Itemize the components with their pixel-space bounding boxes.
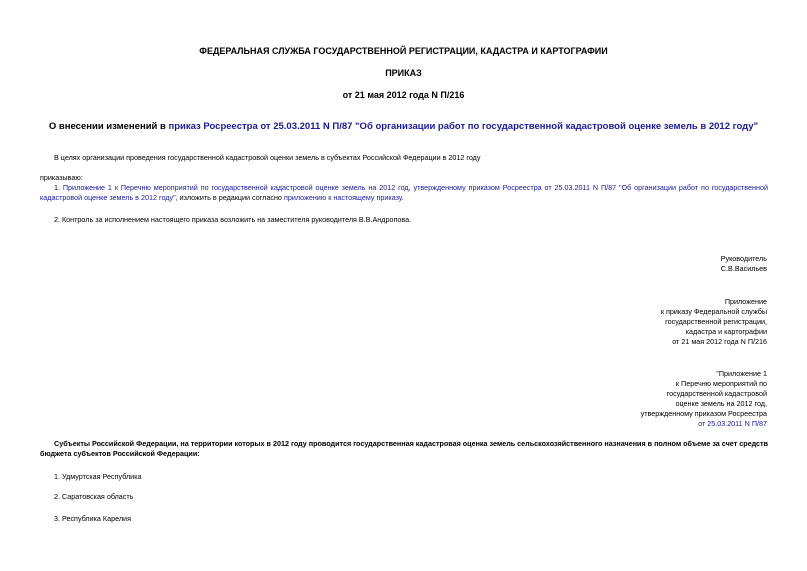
order-item-1 (40, 183, 768, 203)
appendix-line: к приказу Федеральной службы (660, 307, 767, 316)
annex-line: оценке земель на 2012 год, (675, 399, 767, 408)
subject-item: 1. Удмуртская Республика (54, 472, 142, 481)
order-appendix-link[interactable]: приложению к настоящему приказу (283, 193, 402, 202)
order-item-1-middle: , изложить в редакции согласно (175, 193, 284, 202)
doc-type-heading: ПРИКАЗ (385, 68, 422, 78)
annex-line: утвержденному приказом Росреестра (640, 409, 767, 418)
appendix-line: государственной регистрации, (665, 317, 767, 326)
annex-order-link[interactable]: от 25.03.2011 N П/87 (698, 419, 767, 428)
intro-paragraph: В целях организации проведения государственной кадастровой оценки земель в субъектах Российской Федерации в 2012 году (54, 153, 481, 162)
annex-line: "Приложение 1 (716, 369, 767, 378)
annex-line: к Перечню мероприятий по (675, 379, 767, 388)
order-item-2: 2. Контроль за исполнением настоящего приказа возложить на заместителя руководителя В.В.Андропова. (54, 215, 412, 224)
signature-position: Руководитель (720, 254, 767, 263)
annex-line: государственной кадастровой (666, 389, 767, 398)
signature-name: С.В.Васильев (720, 264, 767, 273)
appendix-1-link[interactable]: Приложение 1 к Перечню мероприятий по государственной кадастровой оценке земель на 2012 год, утвержденному приказом Росреестра от 25.03.2011 N П/87 "Об организации работ по государственной кадастровой оценке земель в 2012 году" (40, 183, 768, 202)
doc-title (0, 121, 807, 132)
agency-heading: ФЕДЕРАЛЬНАЯ СЛУЖБА ГОСУДАРСТВЕННОЙ РЕГИСТРАЦИИ, КАДАСТРА И КАРТОГРАФИИ (199, 46, 608, 56)
order-item-1-end: . (401, 193, 404, 202)
order-item-1-number: 1. (54, 183, 63, 192)
appendix-line: кадастра и картографии (685, 327, 767, 336)
appendix-block (661, 297, 767, 347)
appendix-line: Приложение (724, 297, 767, 306)
doc-title-link[interactable]: приказ Росреестра от 25.03.2011 N П/87 "Об организации работ по государственной кадастровой оценке земель в 2012 году" (168, 121, 759, 132)
doc-title-prefix: О внесении изменений в (48, 121, 169, 132)
doc-date-number: от 21 мая 2012 года N П/216 (342, 90, 465, 100)
signature-block (721, 254, 767, 274)
subject-item: 2. Саратовская область (54, 492, 134, 501)
subjects-heading: Субъекты Российской Федерации, на территории которых в 2012 году проводится государственная кадастровая оценка земель сельскохозяйственного назначения в полном объеме за счет средств бюджета субъектов Российской Федерации: (40, 439, 768, 458)
appendix-line: от 21 мая 2012 года N П/216 (672, 337, 767, 346)
annex-block (641, 369, 767, 429)
orders-line: приказываю: (40, 173, 83, 182)
subject-item: 3. Республика Карелия (54, 514, 131, 523)
